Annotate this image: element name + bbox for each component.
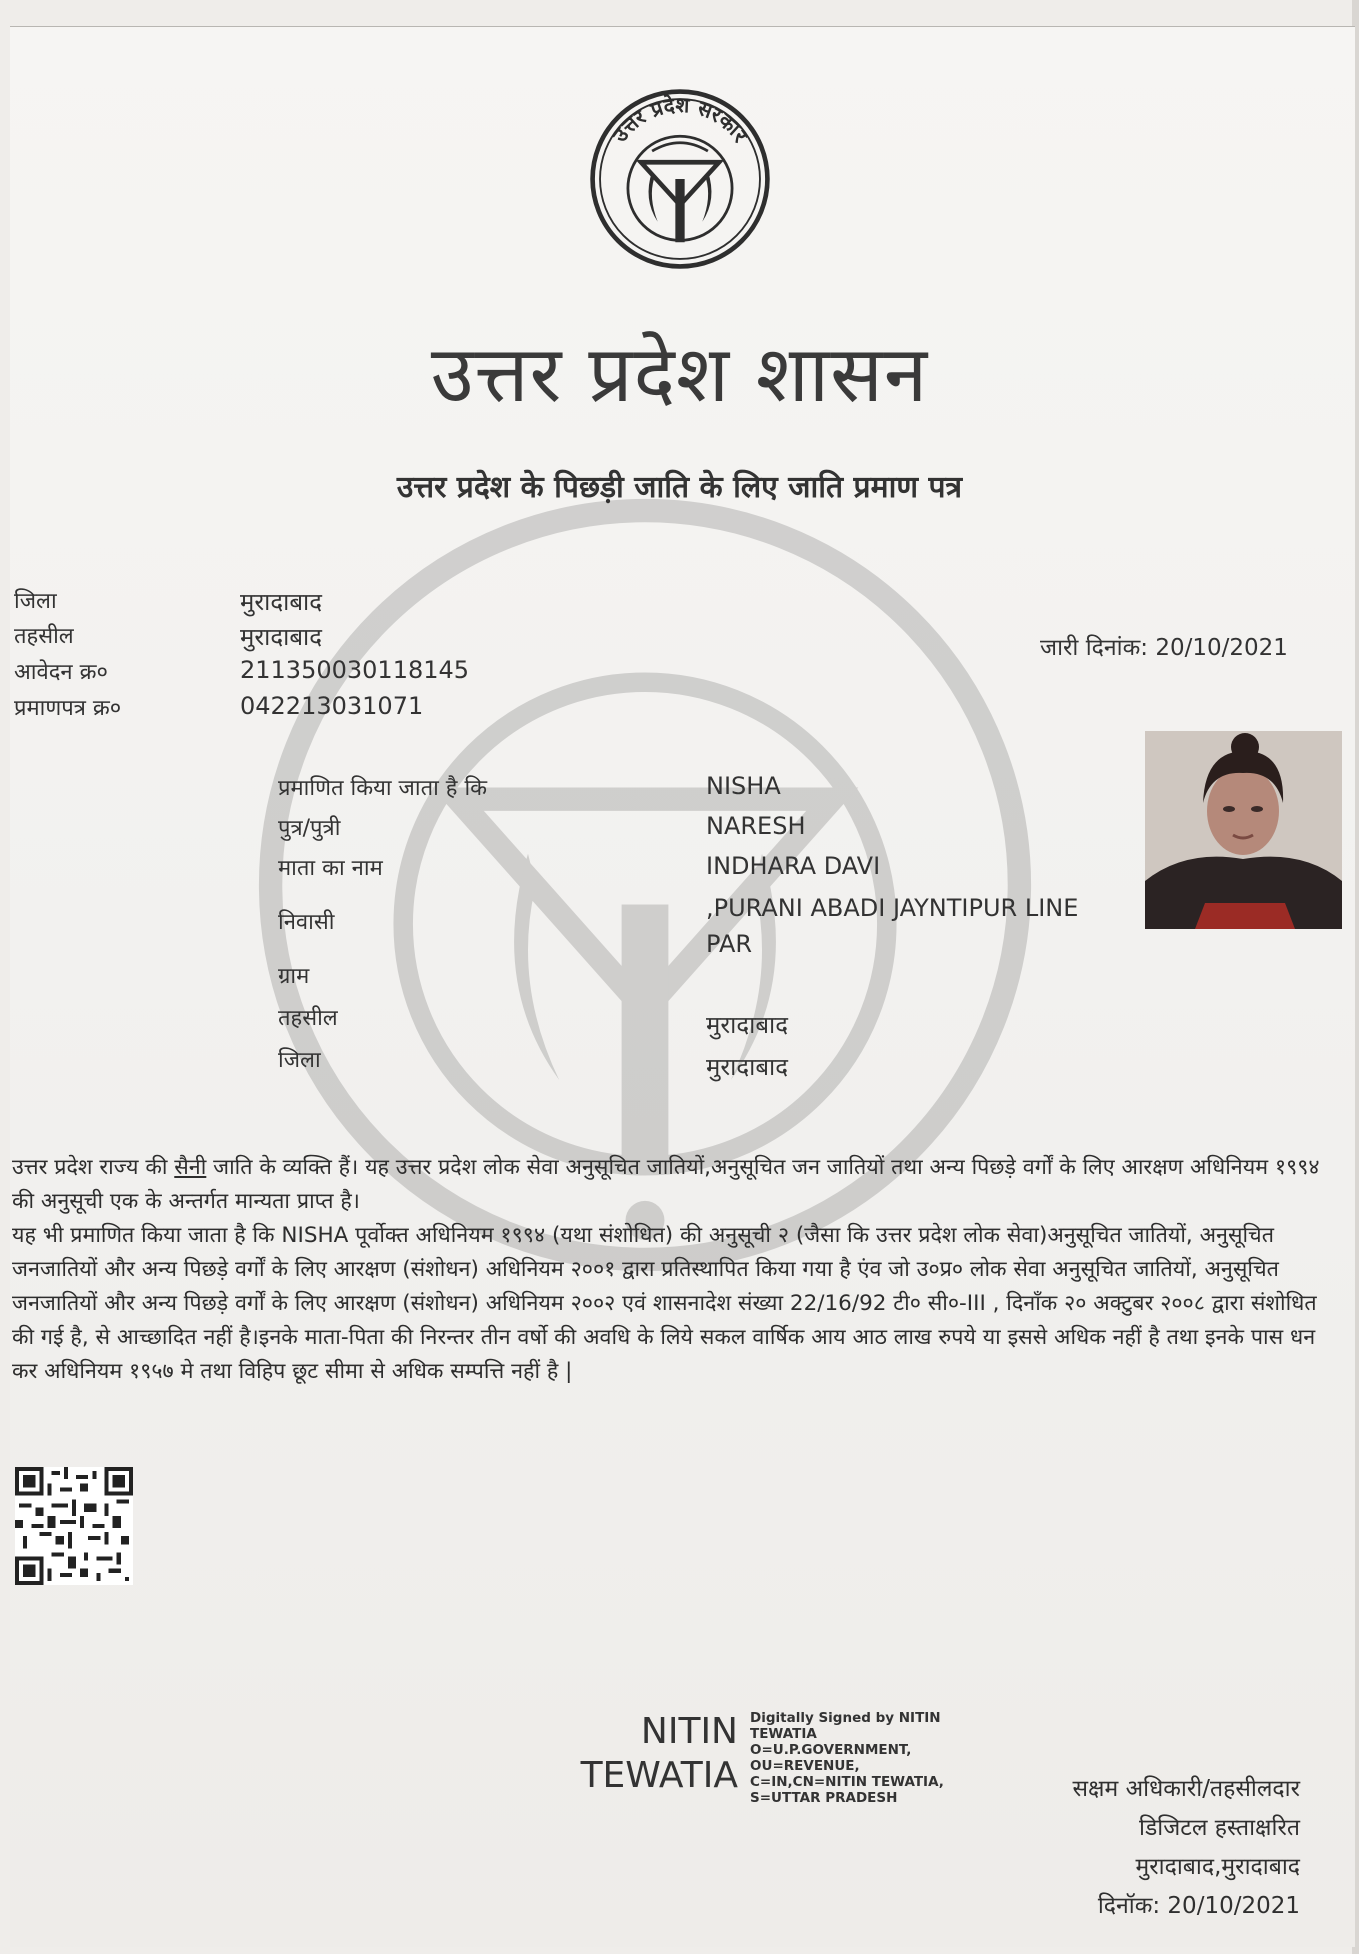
certificate-subtitle: उत्तर प्रदेश के पिछड़ी जाति के लिए जाति प्रमाण पत्र (396, 470, 963, 505)
detail-label-mother: माता का नाम (278, 856, 383, 881)
authority-designation: सक्षम अधिकारी/तहसीलदार (1072, 1776, 1300, 1802)
digital-signature-details: Digitally Signed by NITIN TEWATIA O=U.P.GOVERNMENT, OU=REVENUE, C=IN,CN=NITIN TEWATIA, S=UTTAR PRADESH (750, 1710, 944, 1806)
detail-label-resident: निवासी (278, 910, 335, 935)
meta-value-certificate-no: 042213031071 (240, 692, 424, 720)
meta-value-district: मुरादाबाद (240, 588, 323, 616)
certificate-body (12, 1151, 1332, 1389)
meta-value-application-no: 211350030118145 (240, 656, 470, 684)
detail-value-father: NARESH (706, 812, 806, 840)
government-title: उत्तर प्रदेश शासन (430, 330, 929, 420)
detail-label-son-daughter: पुत्र/पुत्री (278, 816, 341, 841)
detail-label-tehsil: तहसील (278, 1006, 338, 1031)
detail-value-name: NISHA (706, 772, 781, 800)
detail-value-address-line2: PAR (706, 930, 753, 958)
emblem-text: उत्तर प्रदेश सरकार (607, 92, 753, 147)
detail-label-village: ग्राम (278, 964, 310, 989)
issuing-authority (990, 1770, 1300, 1926)
detail-value-mother: INDHARA DAVI (706, 852, 881, 880)
detail-value-tehsil: मुरादाबाद (706, 1011, 789, 1039)
meta-label-certificate-no: प्रमाणपत्र क्र० (14, 696, 122, 721)
detail-label-certified: प्रमाणित किया जाता है कि (278, 776, 488, 801)
detail-label-district: जिला (278, 1048, 321, 1073)
svg-text:उत्तर प्रदेश सरकार (607, 93, 754, 148)
issue-date: जारी दिनांक: 20/10/2021 (1040, 635, 1288, 661)
meta-label-application-no: आवेदन क्र० (14, 660, 108, 685)
authority-location: मुरादाबाद,मुरादाबाद (1135, 1854, 1300, 1880)
detail-value-address: ,PURANI ABADI JAYNTIPUR LINE (706, 894, 1079, 922)
meta-value-tehsil: मुरादाबाद (240, 623, 323, 651)
signer-name: NITIN TEWATIA (580, 1711, 738, 1796)
up-government-emblem (587, 86, 773, 272)
body-paragraph-2: यह भी प्रमाणित किया जाता है कि NISHA पूर्वोक्त अधिनियम १९९४ (यथा संशोधित) की अनुसूची २ (जैसा कि उत्तर प्रदेश लोक सेवा)अनुसूचित जातियों, अनुसूचित जनजातियों और अन्य पिछड़े वर्गों के लिए आरक्षण (संशोधन) अधिनियम २००१ द्वारा प्रतिस्थापित किया गया है एंव जो उ०प्र० लोक सेवा अनुसूचित जातियों, अनुसूचित जनजातियों और अन्य पिछड़े वर्गों के लिए आरक्षण (संशोधन) अधिनियम २००२ एवं शासनादेश संख्या 22/16/92 टी० सी०-III , दिनाँक २० अक्टुबर २००८ द्वारा संशोधित की गई है, से आच्छादित नहीं है।इनके माता-पिता की निरन्तर तीन वर्षो की अवधि के लिये सकल वार्षिक आय आठ लाख रुपये या इससे अधिक नहीं है तथा इनके पास धन कर अधिनियम १९५७ मे तथा विहिप छूट सीमा से अधिक सम्पत्ति नहीं है | (12, 1223, 1317, 1384)
caste-name: सैनी (174, 1155, 207, 1180)
meta-label-district: जिला (14, 589, 57, 614)
meta-label-tehsil: तहसील (14, 624, 74, 649)
qr-code (14, 1467, 134, 1585)
body-paragraph-1: उत्तर प्रदेश राज्य की सैनी जाति के व्यक्ति हैं। यह उत्तर प्रदेश लोक सेवा अनुसूचित जातियों,अनुसूचित जन जातियों तथा अन्य पिछड़े वर्गों के लिए आरक्षण अधिनियम १९९४ की अनुसूची एक के अन्तर्गत मान्यता प्राप्त है। (12, 1155, 1320, 1214)
applicant-photo (1145, 731, 1342, 929)
authority-digital-signed: डिजिटल हस्ताक्षरित (1139, 1815, 1300, 1841)
authority-date: दिनॉक: 20/10/2021 (1097, 1893, 1300, 1919)
detail-value-district: मुरादाबाद (706, 1053, 789, 1081)
